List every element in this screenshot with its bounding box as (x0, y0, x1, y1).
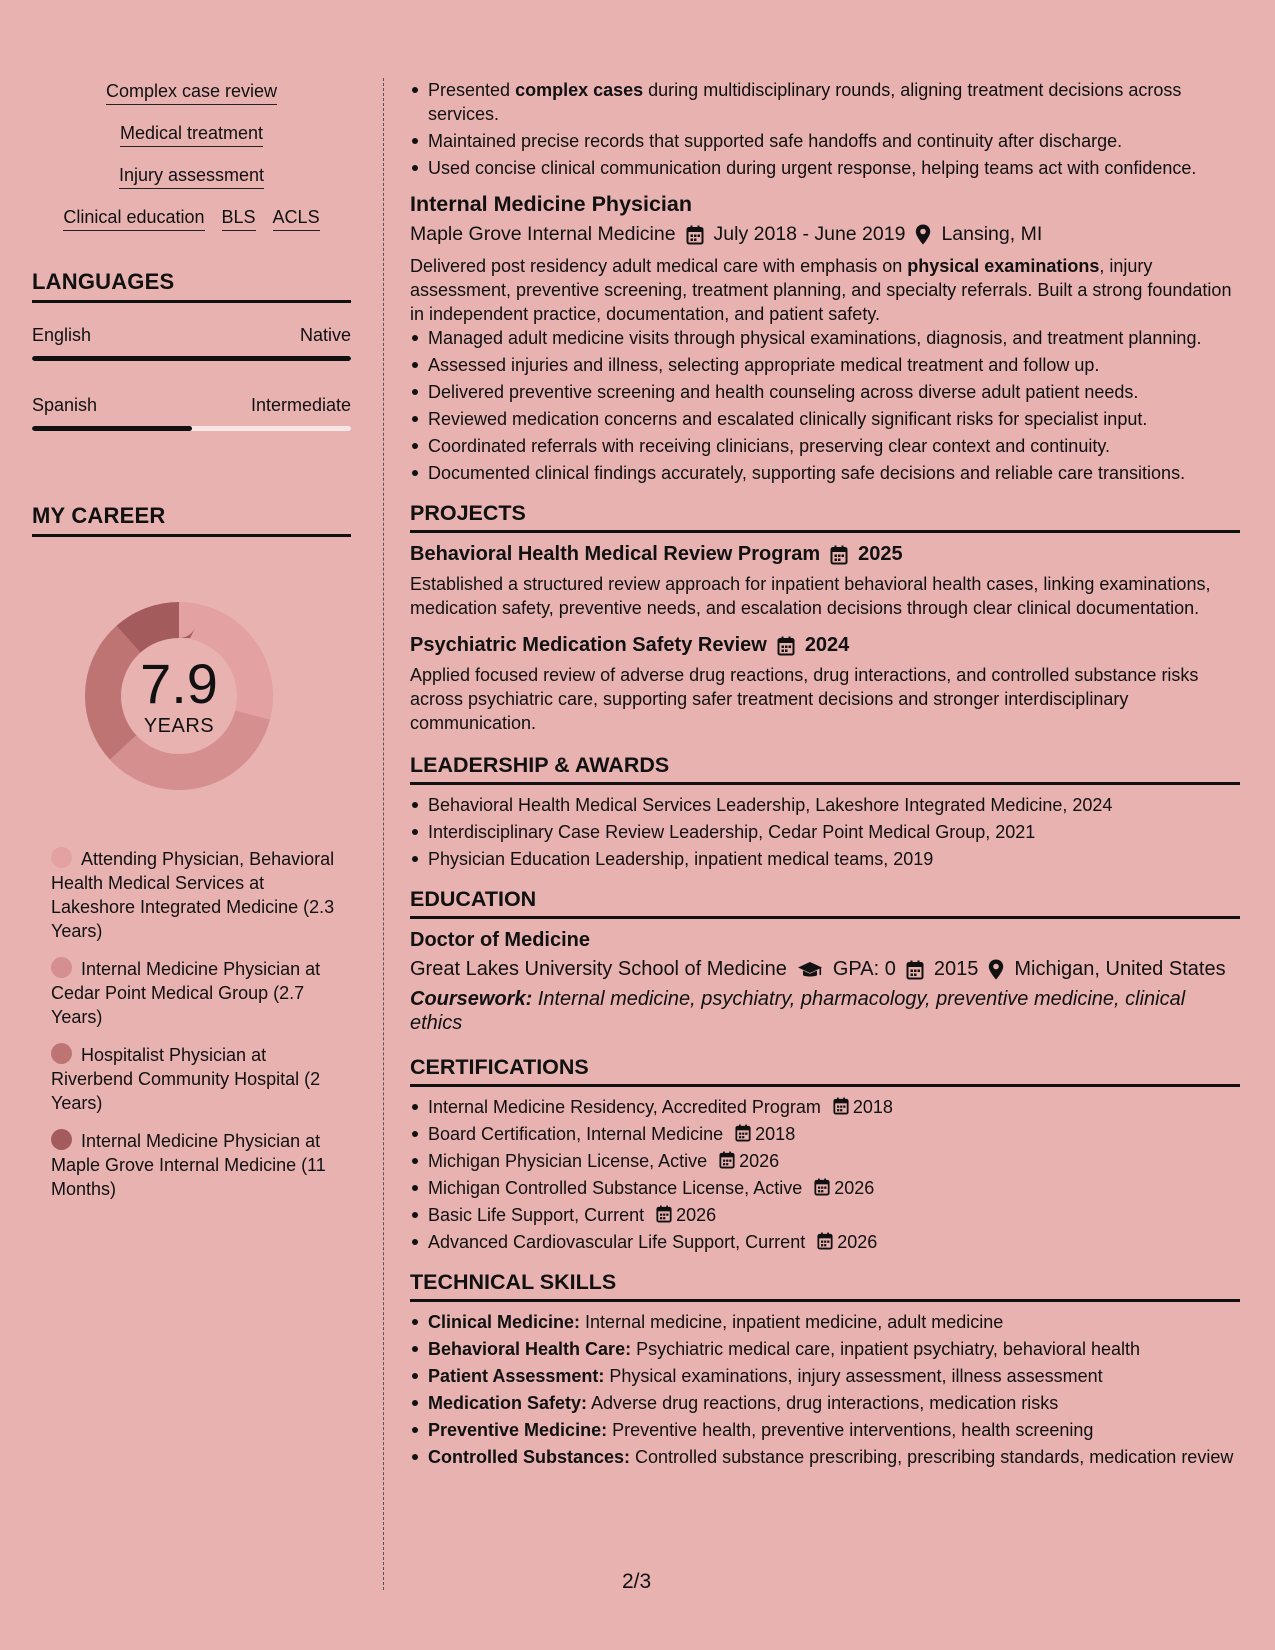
bullet-item: Coordinated referrals with receiving clinicians, preserving clear context and continuity. (410, 434, 1240, 458)
language-bar (32, 426, 351, 431)
tech-skill-item: Medication Safety: Adverse drug reactions, drug interactions, medication risks (410, 1391, 1240, 1415)
legend-dot (51, 957, 72, 978)
career-unit: YEARS (143, 714, 215, 737)
projects-heading: PROJECTS (410, 501, 1240, 533)
languages-heading: LANGUAGES (32, 269, 351, 303)
legend-dot (51, 1043, 72, 1064)
main-content (410, 78, 1240, 1472)
tech-skill-item: Controlled Substances: Controlled substance prescribing, prescribing standards, medication review (410, 1445, 1240, 1469)
awards-heading: LEADERSHIP & AWARDS (410, 753, 1240, 785)
project-year: 2024 (804, 634, 850, 656)
career-legend-item (51, 957, 341, 1029)
cert-item: Advanced Cardiovascular Life Support, Current 2026 (410, 1230, 1240, 1254)
technical-skills-heading: TECHNICAL SKILLS (410, 1270, 1240, 1302)
career-legend (51, 847, 341, 1201)
calendar-icon (833, 1097, 853, 1117)
language-name: Spanish (32, 395, 98, 415)
map-pin-icon (915, 224, 931, 245)
career-total-years: 7.9 (140, 651, 218, 715)
calendar-icon (777, 636, 795, 656)
language-bar-fill (32, 356, 351, 361)
tech-skill-item: Preventive Medicine: Preventive health, preventive interventions, health screening (410, 1418, 1240, 1442)
job-dates: July 2018 - June 2019 (713, 223, 906, 245)
bullet-item: Managed adult medicine visits through physical examinations, diagnosis, and treatment planning. (410, 326, 1240, 350)
project-description: Established a structured review approach for inpatient behavioral health cases, linking examinations, medication safety, preventive needs, and escalation decisions through clear clinical documentation. (410, 574, 1211, 618)
project-title: Behavioral Health Medical Review Program 2025 (410, 543, 903, 565)
graduation-cap-icon (797, 960, 823, 980)
language-spanish (32, 395, 351, 431)
calendar-icon (735, 1124, 755, 1144)
skill-tag: Complex case review (106, 80, 277, 105)
job-meta (410, 223, 1240, 246)
project-description: Applied focused review of adverse drug reactions, drug interactions, and controlled substance risks across psychiatric care, supporting safer treatment decisions and stronger interdisciplinary communication. (410, 665, 1199, 733)
education-heading: EDUCATION (410, 887, 1240, 919)
column-divider (383, 78, 384, 1590)
career-donut (64, 581, 294, 811)
tech-skill-item: Behavioral Health Care: Psychiatric medical care, inpatient psychiatry, behavioral health (410, 1337, 1240, 1361)
career-legend-item (51, 1043, 341, 1115)
calendar-icon (719, 1151, 739, 1171)
career-heading: MY CAREER (32, 503, 351, 537)
degree-title: Doctor of Medicine (410, 929, 591, 951)
certifications-list (410, 1095, 1240, 1254)
bullet-item: Documented clinical findings accurately, supporting safe decisions and reliable care transitions. (410, 461, 1240, 485)
cert-item: Michigan Physician License, Active 2026 (410, 1149, 1240, 1173)
legend-text: Hospitalist Physician at Riverbend Community Hospital (2 Years) (51, 1045, 321, 1113)
school-name: Great Lakes University School of Medicine (410, 958, 787, 980)
bullet-item: Used concise clinical communication during urgent response, helping teams act with confidence. (410, 156, 1240, 180)
language-level: Native (299, 325, 351, 345)
skill-tag: Medical treatment (120, 122, 263, 147)
school-location: Michigan, United States (1014, 958, 1226, 980)
language-bar-fill (32, 426, 192, 431)
legend-dot (51, 1129, 72, 1150)
cert-item: Board Certification, Internal Medicine 2018 (410, 1122, 1240, 1146)
calendar-icon (906, 960, 924, 980)
language-level: Intermediate (250, 395, 351, 415)
bullet-item: Delivered preventive screening and health counseling across diverse adult patient needs. (410, 380, 1240, 404)
page-number: 2/3 (622, 1570, 652, 1593)
calendar-icon (656, 1205, 676, 1225)
cert-item: Basic Life Support, Current 2026 (410, 1203, 1240, 1227)
language-bar (32, 356, 351, 361)
legend-dot (51, 847, 72, 868)
cert-item: Michigan Controlled Substance License, Active 2026 (410, 1176, 1240, 1200)
legend-text: Attending Physician, Behavioral Health Medical Services at Lakeshore Integrated Medicine (2.3 Years) (51, 849, 335, 941)
career-legend-item (51, 847, 341, 943)
skill-tag: Clinical education (63, 206, 204, 231)
bullet-item: Presented complex cases during multidisciplinary rounds, aligning treatment decisions across services. (410, 78, 1240, 126)
cert-item: Internal Medicine Residency, Accredited Program 2018 (410, 1095, 1240, 1119)
coursework: Coursework: Internal medicine, psychiatry, pharmacology, preventive medicine, clinical ethics (410, 988, 1186, 1034)
certifications-heading: CERTIFICATIONS (410, 1055, 1240, 1087)
job-title: Internal Medicine Physician (410, 192, 692, 216)
project-year: 2025 (858, 543, 903, 565)
award-item: Interdisciplinary Case Review Leadership, Cedar Point Medical Group, 2021 (410, 820, 1240, 844)
bullet-item: Assessed injuries and illness, selecting appropriate medical treatment and follow up. (410, 353, 1240, 377)
skill-tag: BLS (222, 206, 256, 231)
bullet-item: Reviewed medication concerns and escalated clinically significant risks for specialist input. (410, 407, 1240, 431)
language-name: English (32, 325, 92, 345)
previous-job-bullets (410, 78, 1240, 180)
awards-list (410, 793, 1240, 871)
career-legend-item (51, 1129, 341, 1201)
skills-tags (32, 80, 351, 231)
job-company: Maple Grove Internal Medicine (410, 223, 676, 245)
legend-text: Internal Medicine Physician at Maple Grove Internal Medicine (11 Months) (51, 1131, 326, 1199)
tech-skill-item: Clinical Medicine: Internal medicine, inpatient medicine, adult medicine (410, 1310, 1240, 1334)
calendar-icon (817, 1232, 837, 1252)
calendar-icon (830, 545, 848, 565)
award-item: Behavioral Health Medical Services Leadership, Lakeshore Integrated Medicine, 2024 (410, 793, 1240, 817)
legend-text: Internal Medicine Physician at Cedar Point Medical Group (2.7 Years) (51, 959, 321, 1027)
project-title: Psychiatric Medication Safety Review 2024 (410, 634, 850, 656)
gpa: GPA: 0 (832, 958, 896, 980)
education-meta (410, 958, 1240, 981)
skill-tag: Injury assessment (119, 164, 264, 189)
award-item: Physician Education Leadership, inpatient medical teams, 2019 (410, 847, 1240, 871)
map-pin-icon (988, 959, 1004, 980)
tech-skill-item: Patient Assessment: Physical examinations, injury assessment, illness assessment (410, 1364, 1240, 1388)
technical-skills-list (410, 1310, 1240, 1469)
graduation-year: 2015 (933, 958, 979, 980)
job-summary: Delivered post residency adult medical care with emphasis on physical examinations, injury assessment, preventive screening, treatment planning, and specialty referrals. Built a strong foundation in independent practice, documentation, and patient safety. (410, 256, 1232, 324)
job-bullets (410, 326, 1240, 485)
bullet-item: Maintained precise records that supported safe handoffs and continuity after discharge. (410, 129, 1240, 153)
calendar-icon (814, 1178, 834, 1198)
skill-tag: ACLS (273, 206, 320, 231)
sidebar (32, 80, 351, 1215)
calendar-icon (686, 225, 704, 245)
job-location: Lansing, MI (941, 223, 1043, 245)
language-english (32, 325, 351, 361)
